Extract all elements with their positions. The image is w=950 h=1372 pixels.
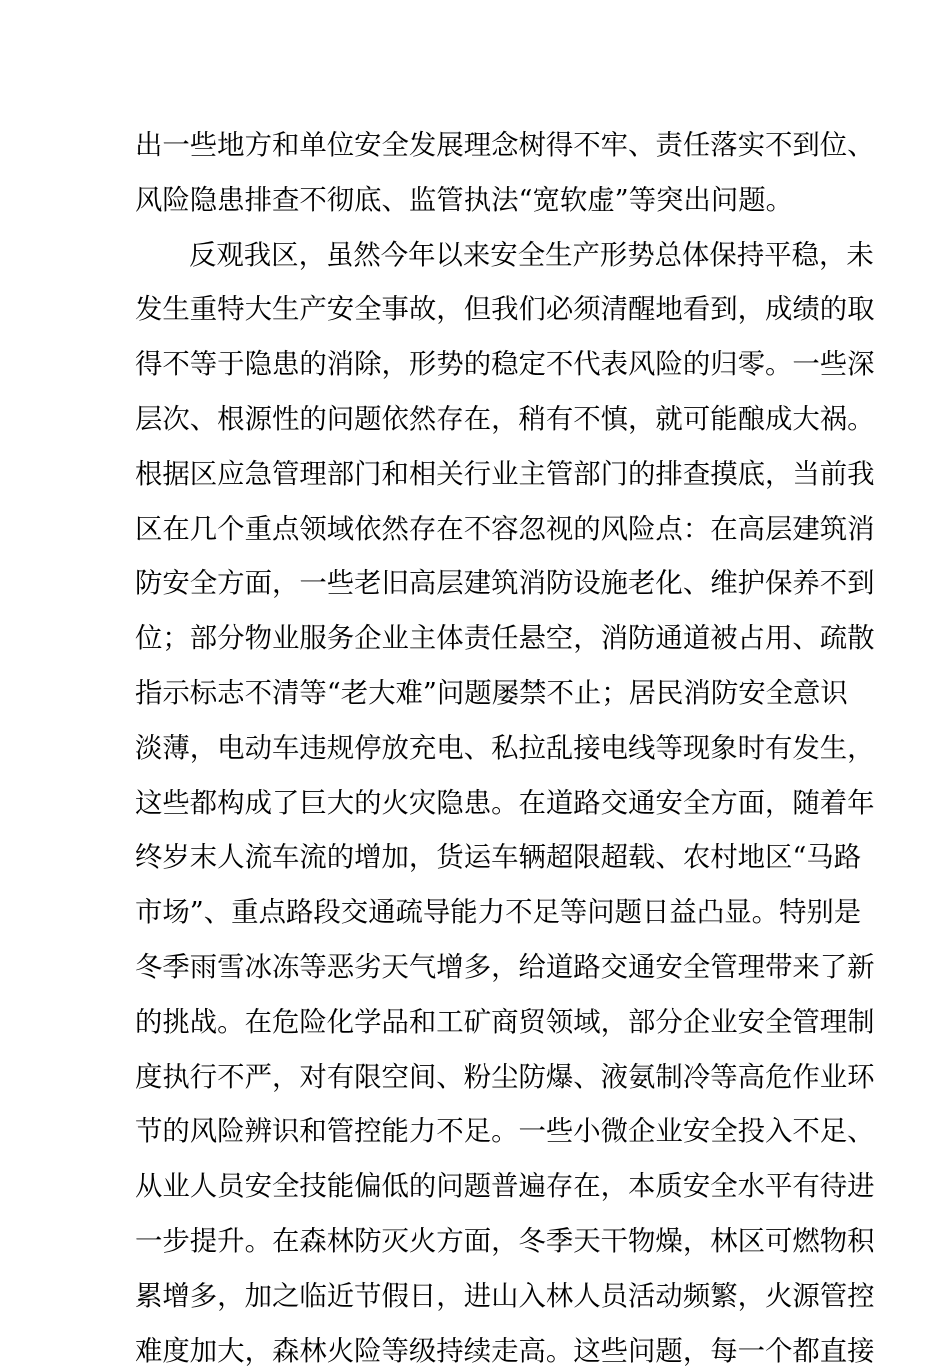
text-line: 淡薄，电动车违规停放充电、私拉乱接电线等现象时有发生， [135, 733, 875, 764]
text-line: 节的风险辨识和管控能力不足。一些小微企业安全投入不足、 [135, 1116, 875, 1147]
text-line: 区在几个重点领域依然存在不容忽视的风险点：在高层建筑消 [135, 514, 875, 545]
text-line: 风险隐患排查不彻底、监管执法“宽软虚”等突出问题。 [135, 185, 793, 216]
text-line: 冬季雨雪冰冻等恶劣天气增多，给道路交通安全管理带来了新 [135, 952, 875, 983]
text-line: 的挑战。在危险化学品和工矿商贸领域，部分企业安全管理制 [135, 1007, 875, 1038]
paragraph-first-line: 反观我区，虽然今年以来安全生产形势总体保持平稳，未 [189, 240, 874, 271]
text-line: 从业人员安全技能偏低的问题普遍存在，本质安全水平有待进 [135, 1171, 875, 1202]
text-line: 一步提升。在森林防灭火方面，冬季天干物燥，林区可燃物积 [135, 1226, 875, 1257]
text-line: 根据区应急管理部门和相关行业主管部门的排查摸底，当前我 [135, 459, 875, 490]
text-line: 难度加大，森林火险等级持续走高。这些问题，每一个都直接 [135, 1336, 875, 1367]
text-line: 终岁末人流车流的增加，货运车辆超限超载、农村地区“马路 [135, 842, 862, 873]
text-line: 指示标志不清等“老大难”问题屡禁不止；居民消防安全意识 [135, 678, 848, 709]
text-line: 市场”、重点路段交通疏导能力不足等问题日益凸显。特别是 [135, 897, 862, 928]
text-line: 度执行不严，对有限空间、粉尘防爆、液氨制冷等高危作业环 [135, 1062, 875, 1093]
text-line: 累增多，加之临近节假日，进山入林人员活动频繁，火源管控 [135, 1281, 875, 1312]
text-line: 这些都构成了巨大的火灾隐患。在道路交通安全方面，随着年 [135, 788, 875, 819]
text-line: 位；部分物业服务企业主体责任悬空，消防通道被占用、疏散 [135, 623, 875, 654]
text-line: 防安全方面，一些老旧高层建筑消防设施老化、维护保养不到 [135, 568, 875, 599]
text-line: 得不等于隐患的消除，形势的稳定不代表风险的归零。一些深 [135, 349, 875, 380]
text-line: 发生重特大生产安全事故，但我们必须清醒地看到，成绩的取 [135, 294, 875, 325]
text-line: 层次、根源性的问题依然存在，稍有不慎，就可能酿成大祸。 [135, 404, 875, 435]
text-line: 出一些地方和单位安全发展理念树得不牢、责任落实不到位、 [135, 130, 875, 161]
